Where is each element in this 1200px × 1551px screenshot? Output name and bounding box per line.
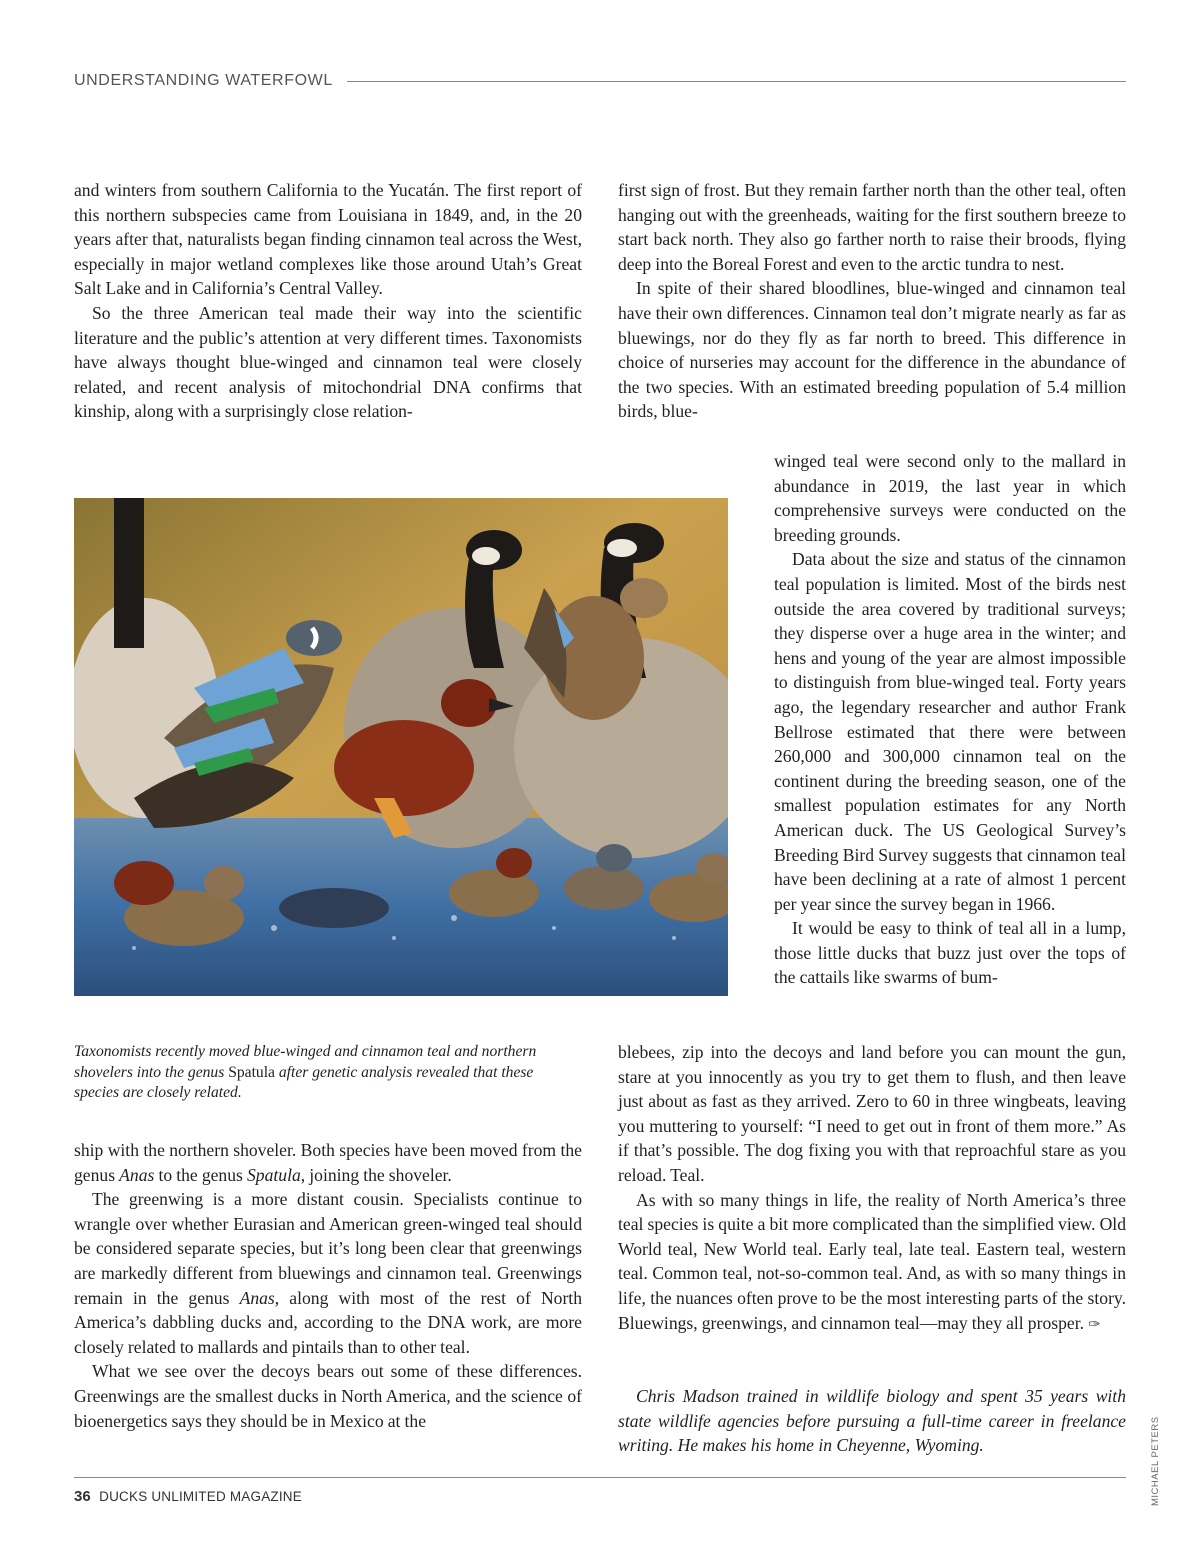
paragraph: So the three American teal made their way into the scientific literature and the public’s attention at very different times. Taxonomists have always thought blue-winged and cinnamon teal were closely related, and recent analysis of mitochondrial DNA confirms that kinship, along with a surprisingly close relation- xyxy=(74,302,582,422)
section-title: UNDERSTANDING WATERFOWL xyxy=(74,72,333,89)
teal-photo xyxy=(74,498,728,996)
page-number: 36 xyxy=(74,1488,91,1505)
right-column-wrap xyxy=(774,449,1126,990)
photo-caption xyxy=(74,1042,582,1104)
left-column-top xyxy=(74,178,582,424)
paragraph: The greenwing is a more distant cousin. Specialists continue to wrangle over whether Eurasian and American green-winged teal should be considered separate species, but it’s long been clear that greenwings are markedly different from bluewings and cinnamon teal. Greenwings remain in the genus Anas, along with most of the rest of North America’s dabbling ducks and, according to the DNA work, are more closely related to mallards and pintails than to other teal. xyxy=(74,1189,582,1357)
footer-rule xyxy=(74,1477,1126,1478)
photo-credit: MICHAEL PETERS xyxy=(1150,1416,1161,1506)
paragraph: What we see over the decoys bears out some of these differences. Greenwings are the smallest ducks in North America, and the science of bioenergetics says they should be in Mexico at the xyxy=(74,1361,582,1431)
caption-genus: Spatula xyxy=(228,1063,275,1081)
paragraph: winged teal were second only to the mallard in abundance in 2019, the last year in which comprehensive surveys were conducted on the breeding grounds. xyxy=(774,451,1126,545)
paragraph: first sign of frost. But they remain farther north than the other teal, often hanging out with the greenheads, waiting for the first southern breeze to start back north. They also go farther north to raise their broods, flying deep into the Boreal Forest and even to the arctic tundra to nest. xyxy=(618,180,1126,274)
paragraph: In spite of their shared bloodlines, blue-winged and cinnamon teal have their own differences. Cinnamon teal don’t migrate nearly as far as bluewings, nor do they fly as far north to breed. This difference in choice of nurseries may account for the difference in the abundance of the two species. With an estimated breeding population of 5.4 million birds, blue- xyxy=(618,278,1126,422)
left-column-bottom xyxy=(74,1138,582,1433)
magazine-name: DUCKS UNLIMITED MAGAZINE xyxy=(99,1489,302,1504)
header-rule xyxy=(347,81,1126,82)
paragraph: ship with the northern shoveler. Both species have been moved from the genus Anas to the genus Spatula, joining the shoveler. xyxy=(74,1140,582,1185)
right-column-bottom xyxy=(618,1040,1126,1337)
caption-text: after genetic analysis revealed that these species are closely related. xyxy=(74,1063,534,1101)
page-footer xyxy=(74,1488,302,1506)
paragraph: and winters from southern California to the Yucatán. The first report of this northern subspecies came from Louisiana in 1849, and, in the 20 years after that, naturalists began finding cinnamon teal across the West, especially in major wetland complexes like those around Utah’s Great Salt Lake and in California’s Central Valley. xyxy=(74,180,582,299)
caption-text: Taxonomists recently moved blue-winged and cinnamon teal and northern shovelers into the genus xyxy=(74,1043,537,1081)
paragraph: As with so many things in life, the reality of North America’s three teal species is quite a bit more complicated than the simplified view. Old World teal, New World teal. Early teal, late teal. Eastern teal, western teal. Common teal, not-so-common teal. And, as with so many things in life, the nuances often prove to be the most interesting parts of the story. Bluewings, greenwings, and cinnamon teal—may they all prosper. ✑ xyxy=(618,1189,1126,1333)
author-bio: Chris Madson trained in wildlife biology and spent 35 years with state wildlife agencies before pursuing a full-time career in freelance writing. He makes his home in Cheyenne, Wyoming. xyxy=(618,1386,1126,1456)
end-mark-icon: ✑ xyxy=(1088,1316,1101,1333)
paragraph: blebees, zip into the decoys and land before you can mount the gun, stare at you innocently as you try to get them to flush, and then leave just about as fast as they arrived. Zero to 60 in three wingbeats, leaving you muttering to yourself: “I need to get out in front of them more.” As if that’s possible. The dog fixing you with that reproachful stare as you reload. Teal. xyxy=(618,1042,1126,1185)
running-header xyxy=(74,72,1126,90)
paragraph: Data about the size and status of the cinnamon teal population is limited. Most of the birds nest outside the area covered by traditional surveys; they disperse over a huge area in the winter; and hens and young of the year are almost impossible to distinguish from blue-winged teal. Forty years ago, the legendary researcher and author Frank Bellrose estimated that there were between 260,000 and 300,000 cinnamon teal on the continent during the breeding season, one of the smallest population estimates for any North American duck. The US Geological Survey’s Breeding Bird Survey suggests that cinnamon teal have been declining at a rate of almost 1 percent per year since the survey began in 1966. xyxy=(774,549,1126,914)
right-column-top xyxy=(618,178,1126,424)
paragraph: It would be easy to think of teal all in a lump, those little ducks that buzz just over the tops of the cattails like swarms of bum- xyxy=(774,918,1126,988)
